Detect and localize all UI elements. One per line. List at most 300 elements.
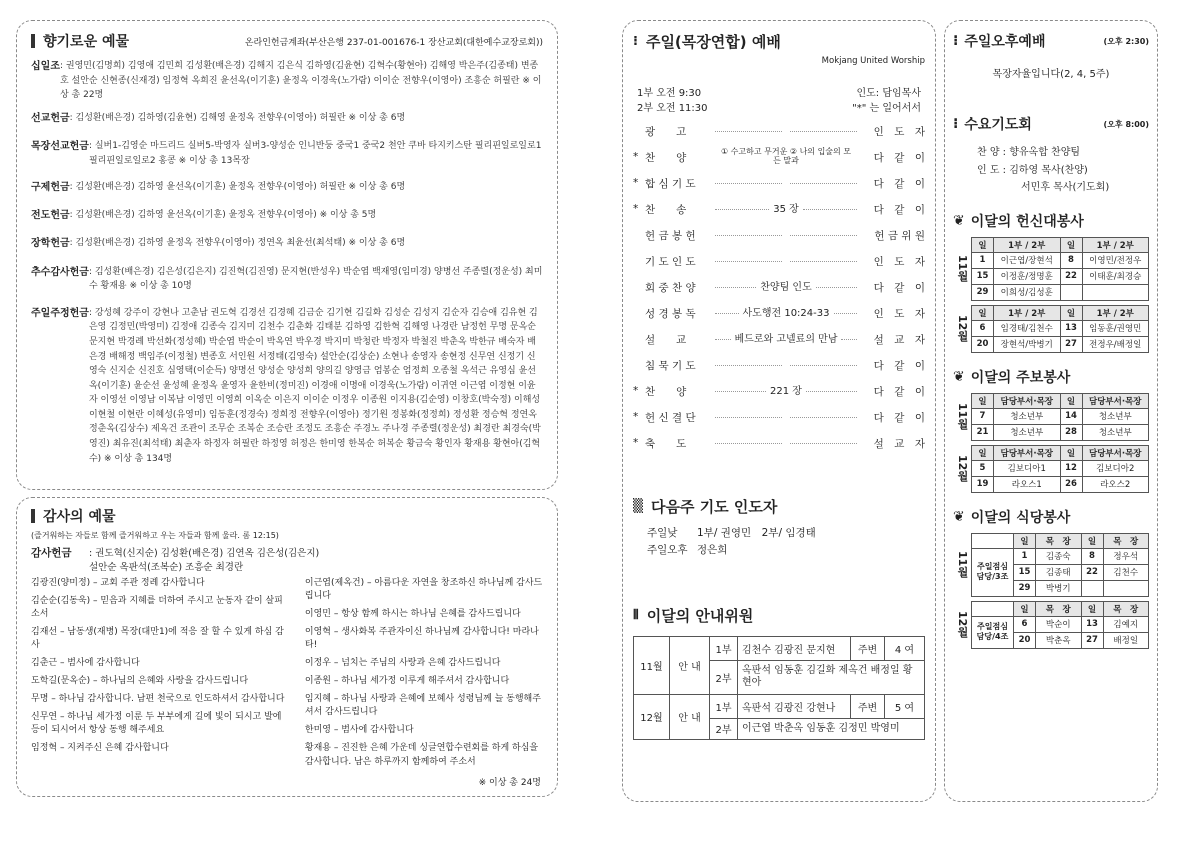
kitchen-cell: 6 [1014,616,1036,632]
right-panel [944,20,1158,802]
offering-item [31,59,543,103]
worship-item-detail: 35 장 [773,203,799,215]
time-2: 2부 오전 11:30 [637,103,708,114]
bulletin-cell: 라오스1 [994,476,1061,492]
service-row [972,268,1149,284]
offering-panel [16,20,558,490]
bulletin-cell: 26 [1060,476,1082,492]
kitchen-header-cell: 일 [1081,533,1103,548]
dotted-leader [790,235,857,236]
afternoon-text: 목장자율입니다(2, 4, 5주) [992,69,1110,80]
kitchen-cell: 29 [1014,580,1036,596]
bulletin-header-cell: 담당부서·목장 [994,393,1061,408]
thanks-entry: 이종원 – 하나님 세가정 이루게 해주셔서 감사합니다 [304,676,510,687]
offering-item-text: : 김성환(배은경) 김은성(김은지) 김진혁(김진영) 문지현(반성우) 박순엽 백재영(임미경) 양병선 주종렬(정운성) 최미수 황재용 ※ 이상 총 10명 [88,266,543,292]
service-cell: 전정우/배정일 [1082,336,1149,352]
service-row [972,284,1149,300]
usher-part: 2부 [710,660,738,694]
bulletin-tables [953,393,1149,493]
prayer-day-text: 1부/ 권영민 2부/ 임경태 [697,527,816,539]
kitchen-side-label: 주일점심 담당/3조 [972,548,1014,596]
bulletin-cell: 청소년부 [994,408,1061,424]
service-row [972,252,1149,268]
kitchen-cell: 13 [1081,616,1103,632]
time-1: 1부 오전 9:30 [637,88,702,99]
offering-item [31,265,543,294]
worship-row [633,222,925,248]
worship-item-name: 설 교 [645,333,687,346]
online-account: 온라인헌금계좌(부산은행 237-01-001676-1 장산교회(대한예수교장로회)) [244,37,543,48]
service-header-cell: 일 [972,237,994,252]
kitchen-side-header [972,601,1014,616]
usher-part: 2부 [710,718,738,740]
bars-marker-icon: ⦀ [633,607,639,623]
colon-marker-icon: ⁝ [953,33,959,49]
service-cell: 15 [972,268,994,284]
worship-leader [711,443,861,444]
service-header-cell: 1부 / 2부 [994,305,1061,320]
kitchen-cell: 김종숙 [1036,548,1082,564]
worship-star: * [633,177,639,189]
service-month-block [953,305,1149,353]
offering-item [31,111,543,127]
worship-item-name: 기 도 인 도 [645,255,696,268]
service-cell: 이정훈/정명훈 [994,268,1061,284]
worship-item-name: 찬 양 [645,151,687,164]
worship-title: 주일(목장연합) 예배 [645,33,781,51]
thanks-entry: 임정혁 – 지켜주신 은혜 감사합니다 [31,743,169,754]
colon-marker-icon: ⁝ [633,34,638,49]
kitchen-cell: 8 [1081,548,1103,564]
service-header-cell: 일 [1060,305,1082,320]
kitchen-title: 이달의 식당봉사 [970,509,1071,526]
usher-part: 1부 [710,694,738,718]
kitchen-side-header [972,533,1014,548]
service-month-label: 12월 [956,315,969,342]
thanks-entry: 도학길(문옥순) – 하나님의 은혜와 사랑을 감사드립니다 [31,676,249,687]
offering-item [31,236,543,252]
service-header-cell: 1부 / 2부 [1082,305,1149,320]
bulletin-table [971,393,1149,441]
dotted-leader [715,339,731,340]
leaf-icon: ❦ [953,508,965,525]
worship-row [633,248,925,274]
kitchen-cell: 20 [1014,632,1036,648]
kitchen-cell: 박춘옥 [1036,632,1082,648]
worship-row [633,274,925,300]
usher-month: 12월 [634,694,670,740]
worship-row [633,170,925,196]
worship-row [633,144,925,170]
bulletin-cell: 14 [1060,408,1082,424]
worship-item-name: 회 중 찬 양 [645,281,696,294]
dotted-leader [715,235,782,236]
kitchen-month-block [953,533,1149,597]
worship-item-who: 다 같 이 [873,359,925,372]
dotted-leader [715,261,782,262]
usher-names: 이근엽 박춘옥 임동훈 김정민 박영미 [738,718,925,740]
worship-leader [711,183,861,184]
worship-item-who: 다 같 이 [873,151,925,164]
bulletin-cell: 김보디아2 [1082,460,1149,476]
wednesday-time: (오후 8:00) [1103,119,1149,129]
bulletin-title: 이달의 주보봉사 [970,369,1071,386]
worship-leader [711,204,861,215]
kitchen-cell: 박병기 [1036,580,1082,596]
worship-row [633,300,925,326]
worship-item-who: 설 교 자 [873,333,925,346]
prayer-day-label: 주일낮 [647,527,678,539]
worship-panel [622,20,936,802]
offering-title: 향기로운 예물 [43,34,130,50]
service-header-row [972,237,1149,252]
bulletin-cell: 청소년부 [1082,424,1149,440]
bulletin-cell: 7 [972,408,994,424]
thanks-subtitle: (즐거워하는 자들로 함께 즐거워하고 우는 자들과 함께 울라. 롬 12:15) [31,531,279,540]
title-marker-icon [31,509,35,523]
worship-item-who: 인 도 자 [873,125,925,138]
kitchen-tables [953,533,1149,649]
usher-part: 1부 [710,636,738,660]
worship-leader [711,235,861,236]
bulletin-header-cell: 일 [1060,445,1082,460]
worship-star: * [633,411,639,423]
offering-item-label: 전도헌금 [31,210,70,222]
prayer-afternoon-label: 주일오후 [647,543,688,556]
worship-leader [711,261,861,262]
worship-leader [711,334,861,345]
offering-item-label: 주일주정헌금 [31,307,89,319]
kitchen-header-cell: 목 장 [1103,533,1149,548]
thanks-left-column [31,577,291,774]
kitchen-cell: 배정일 [1103,632,1149,648]
usher-role: 안 내 [670,694,710,740]
bulletin-cell: 김보디아1 [994,460,1061,476]
thanks-entry: 이영민 – 항상 함께 하시는 하나님 은혜를 감사드립니다 [304,609,521,620]
thanks-entry: 이근엽(제옥건) – 아름다운 자연을 창조하신 하나님께 감사드립니다 [304,578,543,602]
ushers-table [633,636,925,741]
offering-item-text: : 권영민(김명희) 김영애 김민희 김성환(배은경) 김해지 김은식 김하영(김윤현) 김혁수(황현아) 김해영 박은주(김종태) 변종호 설안순 신현종(신재경) 임정혁 옥희진 윤선옥(이기훈) 윤정옥 이경욱(노가람) 이이순 전향우(이영아) 조흥순 허필란 ※ 이상 총 22명 [59,61,542,101]
service-cell: 6 [972,320,994,336]
worship-item-detail: 사도행전 10:24-33 [742,307,830,319]
worship-leader [711,308,861,319]
thanks-panel [16,497,558,797]
kitchen-header-row [972,601,1149,616]
offering-item-text: : 김성환(배은경) 김하영 윤정옥 전향우(이영아) 정연옥 최윤선(최석태) ※ 이상 총 6명 [69,238,406,249]
offering-item-text: : 실버1-김영순 마드리드 실버5-박영자 실버3-양성순 인니반둥 중국1 중국2 천안 쿠바 타지키스탄 필리핀일로일로1 필리핀일로일로2 홍콩 ※ 이상 총 13목장 [88,140,542,166]
kitchen-header-cell: 목 장 [1036,601,1082,616]
kitchen-cell: 김천수 [1103,564,1149,580]
service-cell [1082,284,1149,300]
dotted-leader [834,313,858,314]
colon-marker-icon: ⁝ [953,116,959,132]
service-title: 이달의 헌신대봉사 [970,213,1084,230]
dotted-leader [790,183,857,184]
offering-item [31,306,543,466]
service-header-cell: 1부 / 2부 [1082,237,1149,252]
worship-item-who: 설 교 자 [873,437,925,450]
service-cell: 임경태/김천수 [994,320,1061,336]
worship-item-detail: 베드로와 고넬료의 만남 [734,333,838,345]
worship-row [633,430,925,456]
usher-names: 김천수 김광진 문지현 [738,636,851,660]
offering-item [31,180,543,196]
dotted-leader [790,443,857,444]
dotted-leader [715,183,782,184]
usher-count: 5 여 [885,694,925,718]
thanks-entry: 임지혜 – 하나님 사랑과 은혜에 보혜사 성령님께 늘 동행해주셔서 감사드립니다 [304,694,541,718]
bulletin-row [972,476,1149,492]
dotted-leader [803,209,857,210]
kitchen-header-cell: 일 [1014,533,1036,548]
service-cell: 이영민/전정우 [1082,252,1149,268]
thanks-header-text: : 권도혁(신지순) 김성환(배은경) 김연옥 김은성(김은지) [89,548,320,559]
bulletin-month-block [953,445,1149,493]
service-tables [953,237,1149,353]
service-cell: 20 [972,336,994,352]
kitchen-cell: 김종태 [1036,564,1082,580]
kitchen-row [972,548,1149,564]
dotted-leader [790,417,857,418]
thanks-entry: 한미영 – 범사에 감사합니다 [304,725,414,736]
usher-week: 주변 [851,694,885,718]
usher-names: 옥판석 김광진 강현나 [738,694,851,718]
afternoon-time: (오후 2:30) [1103,36,1149,46]
kitchen-cell: 박순이 [1036,616,1082,632]
service-row [972,336,1149,352]
worship-row [633,404,925,430]
service-cell: 임동훈/권영민 [1082,320,1149,336]
kitchen-header-cell: 일 [1014,601,1036,616]
worship-item-who: 다 같 이 [873,385,925,398]
worship-row [633,352,925,378]
offering-item-label: 십일조 [31,61,60,72]
dotted-leader [715,313,739,314]
bulletin-cell: 청소년부 [994,424,1061,440]
offering-item [31,139,543,168]
kitchen-header-cell: 목 장 [1036,533,1082,548]
worship-leader [711,131,861,132]
wednesday-praise: 찬 양 : 향유옥합 찬양팀 [977,147,1081,158]
bulletin-row [972,460,1149,476]
bulletin-row [972,424,1149,440]
offering-item-text: : 김성환(배은경) 김하영 윤선옥(이기훈) 윤정옥 전향우(이영아) 허필란 ※ 이상 총 6명 [69,182,406,193]
service-header-cell: 일 [972,305,994,320]
usher-count: 4 여 [885,636,925,660]
dotted-leader [790,261,857,262]
bulletin-table [971,445,1149,493]
service-cell: 13 [1060,320,1082,336]
offering-item-label: 구제헌금 [31,182,70,194]
thanks-entry: 신무연 – 하나님 세가정 이룬 두 부부에게 길에 빛이 되시고 발에 등이 되시어서 항상 동행 해주세요 [31,712,282,736]
dotted-leader [715,287,756,288]
thanks-entry: 김순순(김동욱) – 믿음과 지혜를 더하여 주시고 눈동자 같이 살피소서 [31,596,283,620]
offering-item-label: 장학헌금 [31,238,70,250]
worship-star: * [633,385,639,397]
worship-leader [711,417,861,418]
service-cell: 8 [1060,252,1082,268]
service-cell: 이근엽/장현석 [994,252,1061,268]
worship-leader [711,365,861,366]
offering-item [31,208,543,224]
worship-item-name: 축 도 [645,437,687,450]
worship-item-who: 인 도 자 [873,307,925,320]
worship-item-who: 헌 금 위 원 [874,229,925,242]
service-table [971,237,1149,301]
wednesday-prayer: 서민후 목사(기도회) [1021,182,1110,193]
worship-item-who: 다 같 이 [873,411,925,424]
worship-row [633,378,925,404]
thanks-right-column [305,577,543,774]
usher-month: 11월 [634,636,670,694]
service-month-block [953,237,1149,301]
thanks-entry: 김광진(양미정) – 교회 주관 정례 감사합니다 [31,578,205,588]
kitchen-table [971,601,1149,649]
kitchen-cell: 정우석 [1103,548,1149,564]
offering-item-label: 선교헌금 [31,112,70,124]
lead-1: 인도: 담임목사 [856,88,921,99]
bulletin-cell: 28 [1060,424,1082,440]
bulletin-cell: 5 [972,460,994,476]
kitchen-side-label: 주일점심 담당/4조 [972,616,1014,648]
bulletin-header-cell: 일 [972,445,994,460]
service-cell: 이희성/김성훈 [994,284,1061,300]
kitchen-month-label: 11월 [956,551,969,578]
offering-list [31,59,543,466]
prayer-next-title: 다음주 기도 인도자 [651,498,778,516]
worship-item-who: 다 같 이 [873,281,925,294]
worship-star: * [633,437,639,449]
worship-row [633,118,925,144]
usher-role: 안 내 [670,636,710,694]
worship-leader [711,386,861,397]
service-header-cell: 1부 / 2부 [994,237,1061,252]
bulletin-cell: 라오스2 [1082,476,1149,492]
bulletin-header-cell: 일 [972,393,994,408]
bulletin-row [972,408,1149,424]
usher-names: 옥판석 임동훈 김길화 제옥건 배정일 황현아 [738,660,925,694]
bulletin-cell: 19 [972,476,994,492]
service-cell: 1 [972,252,994,268]
service-cell [1060,284,1082,300]
usher-week: 주변 [851,636,885,660]
bulletin-header-row [972,393,1149,408]
kitchen-month-label: 12월 [956,611,969,638]
kitchen-cell [1103,580,1149,596]
worship-item-name: 찬 양 [645,385,687,398]
worship-item-name: 성 경 봉 독 [645,307,696,320]
thanks-label: 감사헌금 [31,547,72,559]
thanks-entry: 무명 – 하나님 감사합니다. 남편 천국으로 인도하셔서 감사합니다 [31,694,285,705]
bulletin-cell: 21 [972,424,994,440]
bulletin-cell: 청소년부 [1082,408,1149,424]
kitchen-month-block [953,601,1149,649]
service-cell: 29 [972,284,994,300]
worship-row [633,326,925,352]
kitchen-header-cell: 목 장 [1103,601,1149,616]
worship-item-who: 인 도 자 [873,255,925,268]
worship-item-name: 헌 신 결 단 [645,411,696,424]
leaf-icon: ❦ [953,368,965,385]
service-month-label: 11월 [956,255,969,282]
kitchen-cell: 1 [1014,548,1036,564]
service-cell: 장현석/박병기 [994,336,1061,352]
thanks-entry: 김재선 – 남동생(재병) 목장(대만1)에 적응 잘 할 수 있게 하심 감사 [31,627,284,651]
hatch-marker-icon: ▒ [633,499,643,514]
bulletin-month-block [953,393,1149,441]
worship-item-name: 광 고 [645,125,687,138]
usher-row [634,636,925,660]
offering-item-text: : 강성혜 강주이 강현나 고춘남 권도혁 김경선 김경혜 김금순 김기현 김길화 김성순 김성지 김순자 김승애 김유현 김은영 김정민(박영미) 김정애 김종숙 김지미 김천수 김춘화 김태분 김하영 김한혁 김해영 나경란 남정헌 무명 문옥순 문지현 박경례 박선화(정성혜) 박순엽 박순이 박옥연 박우경 박지미 박청란 박정자 박철진 박춘옥 박한규 배숙자 배은경 배해정 백임주(이정철) 변종호 서인원 서정태(김영숙) 설안순(김상순) 소현나 송영자 송현정 신무연 신정기 신영숙 신지순 신진호 심영택(이순득) 양명선 양성순 양성희 양의길 양영금 엄봉순 엄정희 오종철 옥석근 유영심 윤선옥(이기훈) 윤순선 윤성혜 윤정옥 윤영자 윤한비(정미진) 이경애 이명애 이경욱(노가람) 이귀연 이근엽 이정현 이윤자 이영선 이영남 이복남 이영민 이영희 이옥순 이은지 이이순 이정우 이종원 이지용(김순영) 이창호(박숙정) 이해성 이현철 이현란 이혜성(유영미) 임동훈(정경숙) 정희정 전향우(이영아) 정기원 정봉화(정정희) 정성환 정승혁 정연옥 정춘옥(김상수) 제옥건 조관이 조무순 조복순 조승란 조정도 조흥순 주경노 주나경 주종렬(정운성) 최경란 최경숙(박영진) 최유진(최석태) 최춘자 하정자 허필란 하정영 허정은 한미영 한복순 허복순 황금숙 황인자 황재용 황현아(김혁수) ※ 이상 총 134명 [88,307,541,464]
lead-2: "*" 는 일어서서 [852,103,921,114]
worship-item-detail: ① 수고하고 무거운 ② 나의 입술의 모든 말과 [720,147,852,165]
dotted-leader [715,209,769,210]
kitchen-header-row [972,533,1149,548]
bulletin-header-cell: 담당부서·목장 [1082,393,1149,408]
kitchen-row [972,616,1149,632]
worship-item-name: 합 심 기 도 [645,177,696,190]
thanks-header-text2: 설안순 옥판석(조복순) 조흥순 최경란 [89,562,244,573]
dotted-leader [790,131,857,132]
worship-item-detail: 찬양팀 인도 [760,281,812,293]
prayer-afternoon-text: 정은희 [697,543,728,556]
thanks-entry: 김춘근 – 범사에 감사합니다 [31,658,140,669]
worship-item-name: 침 묵 기 도 [645,359,696,372]
kitchen-cell: 27 [1081,632,1103,648]
dotted-leader [715,443,782,444]
thanks-entry: 황재용 – 진진한 은혜 가운데 싱글연합수련회를 하게 하심을 감사합니다. 남은 하루까지 함께하여 주소서 [304,743,539,767]
wednesday-title: 수요기도회 [964,117,1032,133]
service-row [972,320,1149,336]
worship-star: * [633,151,639,163]
kitchen-cell: 김예지 [1103,616,1149,632]
worship-item-name: 헌 금 봉 헌 [645,229,696,242]
thanks-title: 감사의 예물 [43,509,116,525]
wednesday-leader: 인 도 : 김하영 목사(찬양) [977,164,1088,176]
dotted-leader [806,391,857,392]
dotted-leader [715,365,782,366]
offering-item-label: 목장선교헌금 [31,140,89,152]
kitchen-table [971,533,1149,597]
kitchen-cell: 22 [1081,564,1103,580]
worship-item-detail: 221 장 [770,385,802,397]
worship-item-who: 다 같 이 [873,203,925,216]
thanks-entry: 이영혁 – 생사화복 주관자이신 하나님께 감사합니다! 마라나타! [304,627,539,651]
dotted-leader [715,131,782,132]
worship-star: * [633,203,639,215]
bulletin-cell: 12 [1060,460,1082,476]
bulletin-header-cell: 일 [1060,393,1082,408]
kitchen-cell [1081,580,1103,596]
thanks-entry: 이정우 – 넘치는 주님의 사랑과 은혜 감사드립니다 [304,658,501,669]
offering-item-text: : 김성환(배은경) 김하영(김윤현) 김해영 윤정옥 전향우(이영아) 허필란 ※ 이상 총 6명 [69,112,406,123]
service-cell: 이태훈/최경승 [1082,268,1149,284]
bulletin-header-row [972,445,1149,460]
offering-item-label: 추수감사헌금 [31,266,89,278]
service-cell: 27 [1060,336,1082,352]
offering-item-text: : 김성환(배은경) 김하영 윤선옥(이기훈) 윤정옥 전향우(이영아) ※ 이상 총 5명 [69,210,377,221]
worship-leader [711,282,861,293]
worship-item-who: 다 같 이 [873,177,925,190]
bulletin-month-label: 11월 [956,403,969,430]
leaf-icon: ❦ [953,212,965,229]
order-of-worship [633,118,925,456]
usher-row [634,694,925,718]
dotted-leader [715,391,766,392]
thanks-total: ※ 이상 총 24명 [478,778,541,788]
dotted-leader [715,417,782,418]
dotted-leader [841,339,857,340]
